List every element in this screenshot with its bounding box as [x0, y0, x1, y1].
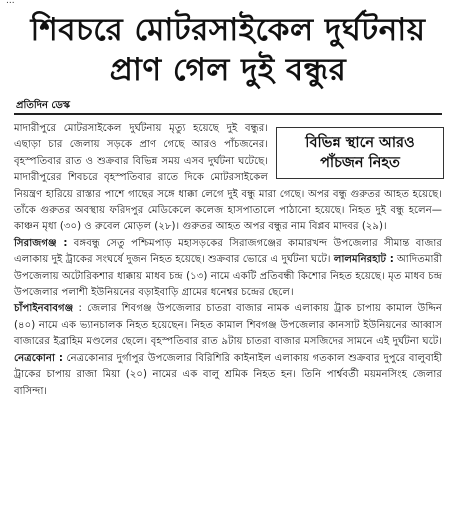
divider — [14, 113, 442, 115]
headline-line-2: প্রাণ গেল দুই বন্ধুর — [109, 52, 347, 88]
paragraph-2-text: বঙ্গবন্ধু সেতু পশ্চিমপাড় মহাসড়কের সিরাজগঞ্জের কামারখন্দ উপজেলার সীমান্ত বাজার এলাকায় দুই ট্রাকের সংঘর্ষে দুজন নিহত হয়েছে। শুক্রবার ভোরে এ দুর্ঘটনা ঘটে। — [14, 237, 442, 266]
pull-quote-box — [276, 127, 444, 179]
paragraph-3-text: আদিতমারী উপজেলায় অটোরিকশার ধাক্কায় মাধব চন্দ্র (১৩) নামে একটি প্রতিবন্ধী কিশোর নিহত হয়েছে। মৃত মাধব চন্দ্র উপজেলার পলাশী ইউনিয়নের বড়াইবাড়ি গ্রামের ধনেশ্বর চন্দ্রের ছেলে। — [14, 254, 442, 299]
place-lalmonirhat: লালমনিরহাট : — [333, 254, 394, 266]
headline-line-1: শিবচরে মোটরসাইকেল দুর্ঘটনায় — [30, 12, 426, 48]
paragraph-5-text: নেত্রকোনার দুর্গাপুর উপজেলার বিরিশিরি কাইনাইল এলাকায় গতকাল শুক্রবার দুপুরে বালুবাহী ট্রাকের চাপায় রাজা মিয়া (২০) নামের এক বালু শ্রমিক নিহত হন। তিনি পার্শ্ববর্তী ময়মনসিংহ জেলার বাসিন্দা। — [14, 352, 443, 397]
cut-off-top-text: ... — [6, 0, 15, 5]
headline — [0, 10, 456, 90]
paragraph-sirajganj — [14, 236, 442, 302]
place-sirajganj: সিরাজগঞ্জ : — [14, 237, 68, 249]
place-chapainawabganj: চাঁপাইনবাবগঞ্জ — [14, 303, 74, 315]
pull-quote-line-2: পাঁচজন নিহত — [320, 155, 400, 171]
article-body — [14, 121, 442, 400]
byline: প্রতিদিন ডেস্ক — [16, 100, 71, 111]
pull-quote-line-1: বিভিন্ন স্থানে আরও — [305, 135, 415, 151]
paragraph-1-text: মাদারীপুরে মোটরসাইকেল দুর্ঘটনায় মৃত্যু হয়েছে দুই বন্ধুর। এছাড়া চার জেলায় সড়কে প্রাণ গেছে আরও পাঁচজনের। বৃহস্পতিবার রাত ও শুক্রবার বিভিন্ন সময় এসব দুর্ঘটনা ঘটেছে। মাদারীপুরের শিবচরে বৃহস্পতিবার রাতে দিকে মোটরসাইকেল নিয়ন্ত্রণ হারিয়ে রাস্তার পাশে গাছের সঙ্গে ধাক্কা লেগে দুই বন্ধু মারা গেছে। অপর বন্ধু গুরুতর আহত হয়েছে। তাঁকে গুরুতর অবস্থায় ফরিদপুর মেডিকেলে কলেজ হাসপাতালে পাঠানো হয়েছে। নিহত দুই বন্ধু হলেন— কাঞ্চন মৃধা (৩০) ও রুবেল মোড়ল (২৮)। গুরুতর আহত অপর বন্ধুর নাম বিপ্লব মাদবর (২৯)। — [14, 123, 442, 233]
paragraph-main — [14, 121, 442, 236]
paragraph-chapainawabganj — [14, 301, 442, 399]
place-netrokona: নেত্রকোনা : — [14, 352, 63, 364]
paragraph-4-text: : জেলার শিবগঞ্জ উপজেলার চাতরা বাজার নামক এলাকায় ট্রাক চাপায় কামাল উদ্দিন (৪০) নামে এক ভ্যানচালক নিহত হয়েছেন। নিহত কামাল শিবগঞ্জ উপজেলার কানসাট ইউনিয়নের আব্বাস বাজারের ইব্রাহিম মণ্ডলের ছেলে। বৃহস্পতিবার রাত ৯টায় চাতরা বাজার মসজিদের সামনে এই দুর্ঘটনা ঘটে। — [14, 303, 442, 348]
